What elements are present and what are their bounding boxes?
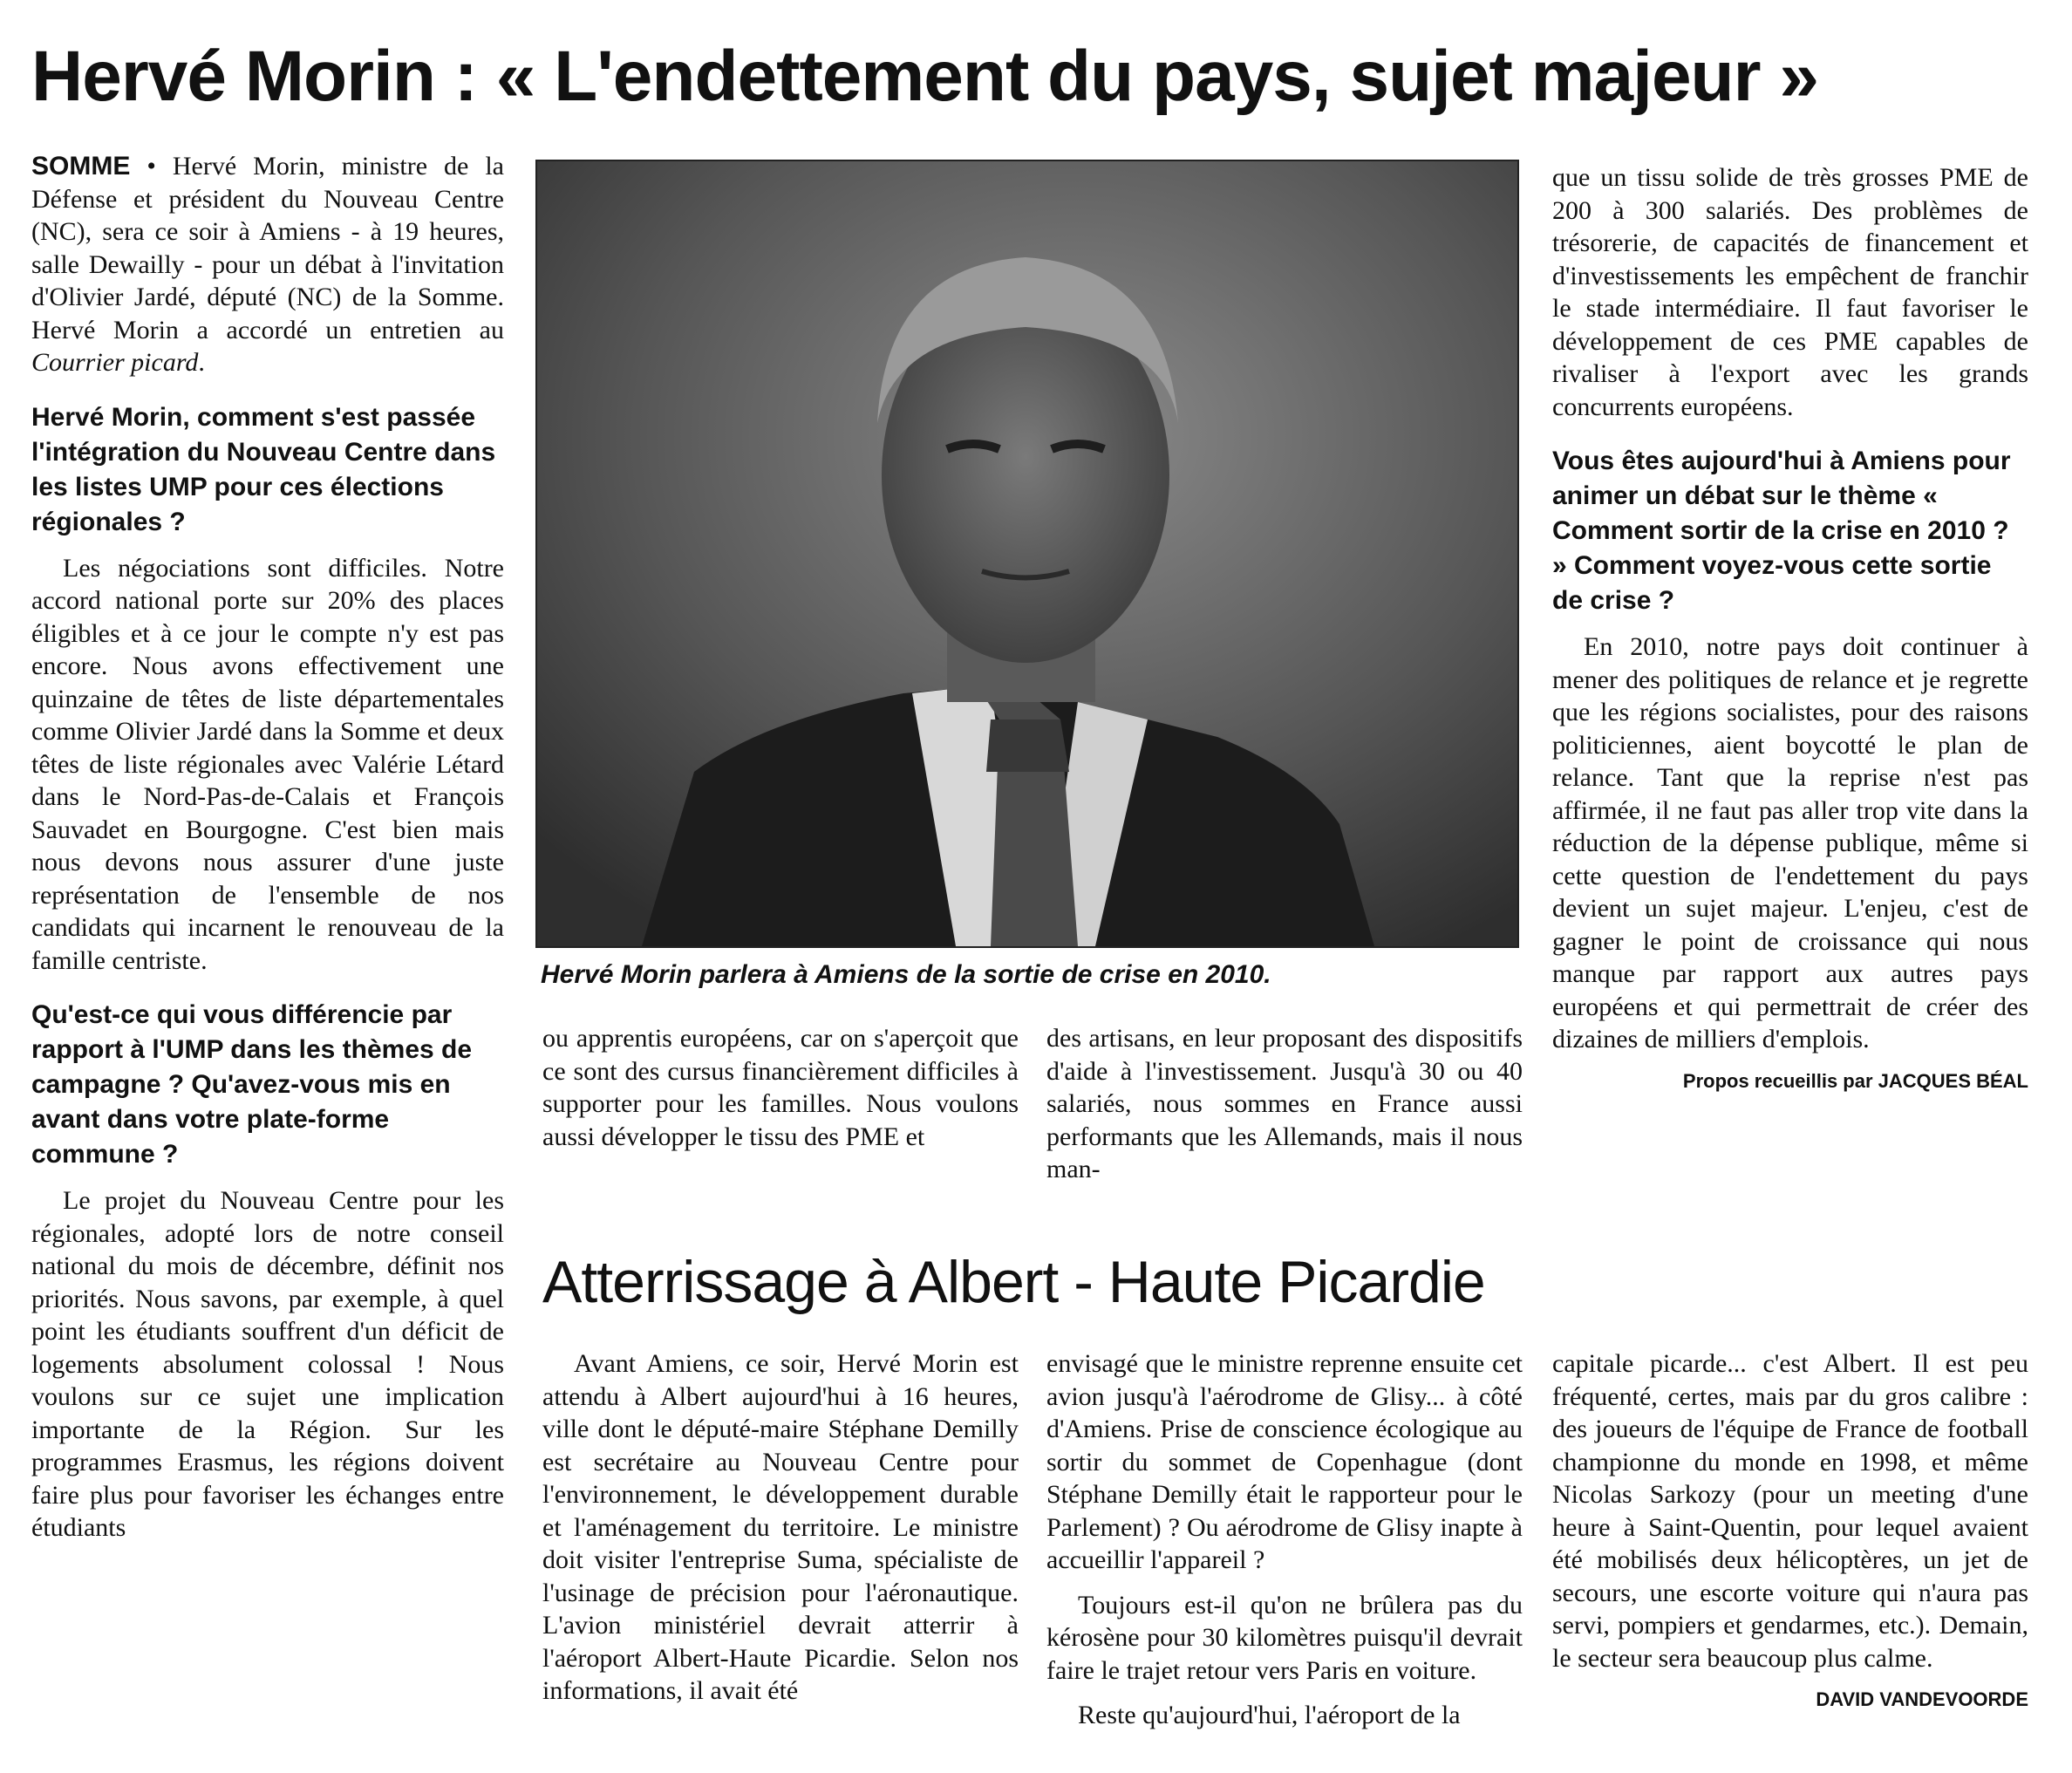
intro-paragraph xyxy=(31,150,504,379)
answer-2-part-2: ou apprentis européens, car on s'aperçoit que ce sont des cursus financièrement difficiles à supporter pour les familles. Nous voulons aussi développer le tissu des PME et xyxy=(542,1024,1019,1151)
column-3-upper xyxy=(1046,1022,1523,1198)
box-column-3 xyxy=(1552,1347,2028,1713)
answer-1: Les négociations sont difficiles. Notre accord national porte sur 20% des places éligibles et à ce jour le compte n'y est pas encore. Nous avons effectivement une quinzaine de têtes de liste départementales comme Olivier Jardé dans la Somme et deux têtes de liste régionales avec Valérie Létard dans le Nord-Pas-de-Calais et François Sauvadet en Bourgogne. C'est bien mais nous devons nous assurer d'une juste représentation de l'ensemble de nos candidats qui incarnent le renouveau de la famille centriste. xyxy=(31,553,504,975)
box-column-1 xyxy=(542,1347,1019,1720)
kicker-location: SOMME xyxy=(31,152,131,181)
answer-2-part-3: des artisans, en leur proposant des dispositifs d'aide à l'investissement. Jusqu'à 30 ou 40 salariés, nous sommes en France aussi performants que les Allemands, mais il nous man- xyxy=(1046,1024,1523,1183)
intro-text-before: Hervé Morin, ministre de la Défense et président du Nouveau Centre (NC), sera ce soir à Amiens - à 19 heures, salle Dewailly - pour un débat à l'invitation d'Olivier Jardé, député (NC) de la Somme. Hervé Morin a accordé un entretien au xyxy=(31,152,504,344)
interview-credit: Propos recueillis par JACQUES BÉAL xyxy=(1682,1069,2028,1092)
photo-caption: Hervé Morin parlera à Amiens de la sortie de crise en 2010. xyxy=(541,960,1271,989)
question-1: Hervé Morin, comment s'est passée l'intégration du Nouveau Centre dans les listes UMP pour ces élections régionales ? xyxy=(31,402,496,536)
column-1 xyxy=(31,150,504,1557)
newspaper-name: Courrier picard xyxy=(31,348,199,377)
portrait-photo-graphic xyxy=(537,161,1517,946)
box-text-3: capitale picarde... c'est Albert. Il est peu fréquenté, certes, mais par du gros calibre : des joueurs de l'équipe de France de football championne du monde en 1998, et même Nicolas Sarkozy (pour un meeting d'une heure à Saint-Quentin, pour lequel avaient été mobilisés deux hélicoptères, un jet de secours, une escorte voiture qui n'aura pas servi, pompiers et gendarmes, etc.). Demain, le secteur sera beaucoup plus calme. xyxy=(1552,1349,2028,1673)
box-text-2c: Reste qu'aujourd'hui, l'aéroport de la xyxy=(1078,1701,1461,1729)
box-credit: DAVID VANDEVOORDE xyxy=(1816,1688,2028,1710)
column-4 xyxy=(1552,161,2028,1094)
headline: Hervé Morin : « L'endettement du pays, sujet majeur » xyxy=(31,37,1818,116)
box-headline: Atterrissage à Albert - Haute Picardie xyxy=(542,1249,1485,1315)
box-text-2a: envisagé que le ministre reprenne ensuite cet avion jusqu'à l'aérodrome de Glisy... à côté d'Amiens. Prise de conscience écologique au sortir du sommet de Copenhague (dont Stéphane Demilly était le rapporteur pour le Parlement) ? Ou aérodrome de Glisy inapte à accueillir l'appareil ? xyxy=(1046,1349,1523,1574)
question-2: Qu'est-ce qui vous différencie par rapport à l'UMP dans les thèmes de campagne ? Qu'avez-vous mis en avant dans votre plate-forme commune ? xyxy=(31,1000,473,1169)
answer-2-part-4: que un tissu solide de très grosses PME de 200 à 300 salariés. Des problèmes de trésorerie, de capacités de financement et d'investissements les empêchent de franchir le stade intermédiaire. Il faut favoriser le développement de ces PME capables de rivaliser à l'export avec les grands concurrents européens. xyxy=(1552,163,2028,421)
column-2-upper xyxy=(542,1022,1019,1165)
box-column-2 xyxy=(1046,1347,1523,1744)
box-text-2b: Toujours est-il qu'on ne brûlera pas du kérosène pour 30 kilomètres puisqu'il devrait faire le trajet retour vers Paris en voiture. xyxy=(1046,1590,1523,1685)
intro-text-after: . xyxy=(198,348,205,377)
portrait-photo xyxy=(535,160,1519,948)
answer-3: En 2010, notre pays doit continuer à mener des politiques de relance et je regrette que les régions socialistes, pour des raisons politiciennes, aient boycotté le plan de relance. Tant que la reprise n'est pas affirmée, il ne faut pas aller trop vite dans la réduction de la dépense publique, même si cette question de l'endettement du pays devient un sujet majeur. L'enjeu, c'est de gagner le point de croissance qui nous manque par rapport aux autres pays européens et qui permettrait de créer des dizaines de milliers d'emplois. xyxy=(1552,632,2028,1054)
bullet: • xyxy=(147,152,156,181)
question-3: Vous êtes aujourd'hui à Amiens pour animer un débat sur le thème « Comment sortir de la crise en 2010 ? » Comment voyez-vous cette sortie de crise ? xyxy=(1552,447,2011,615)
box-text-1: Avant Amiens, ce soir, Hervé Morin est attendu à Albert aujourd'hui à 16 heures, ville dont le député-maire Stéphane Demilly est secrétaire au Nouveau Centre pour l'environnement, le développement durable et l'aménagement du territoire. Le ministre doit visiter l'entreprise Suma, spécialiste de l'usinage de précision pour l'aéronautique. L'avion ministériel devrait atterrir à l'aéroport Albert-Haute Picardie. Selon nos informations, il avait été xyxy=(542,1349,1019,1705)
answer-2-part-1: Le projet du Nouveau Centre pour les régionales, adopté lors de notre conseil national du mois de décembre, définit nos priorités. Nous savons, par exemple, à quel point les étudiants souffrent d'un déficit de logements absolument colossal ! Nous voulons sur ce sujet une implication importante de la Région. Sur les programmes Erasmus, les régions doivent faire plus pour favoriser les échanges entre étudiants xyxy=(31,1186,504,1542)
